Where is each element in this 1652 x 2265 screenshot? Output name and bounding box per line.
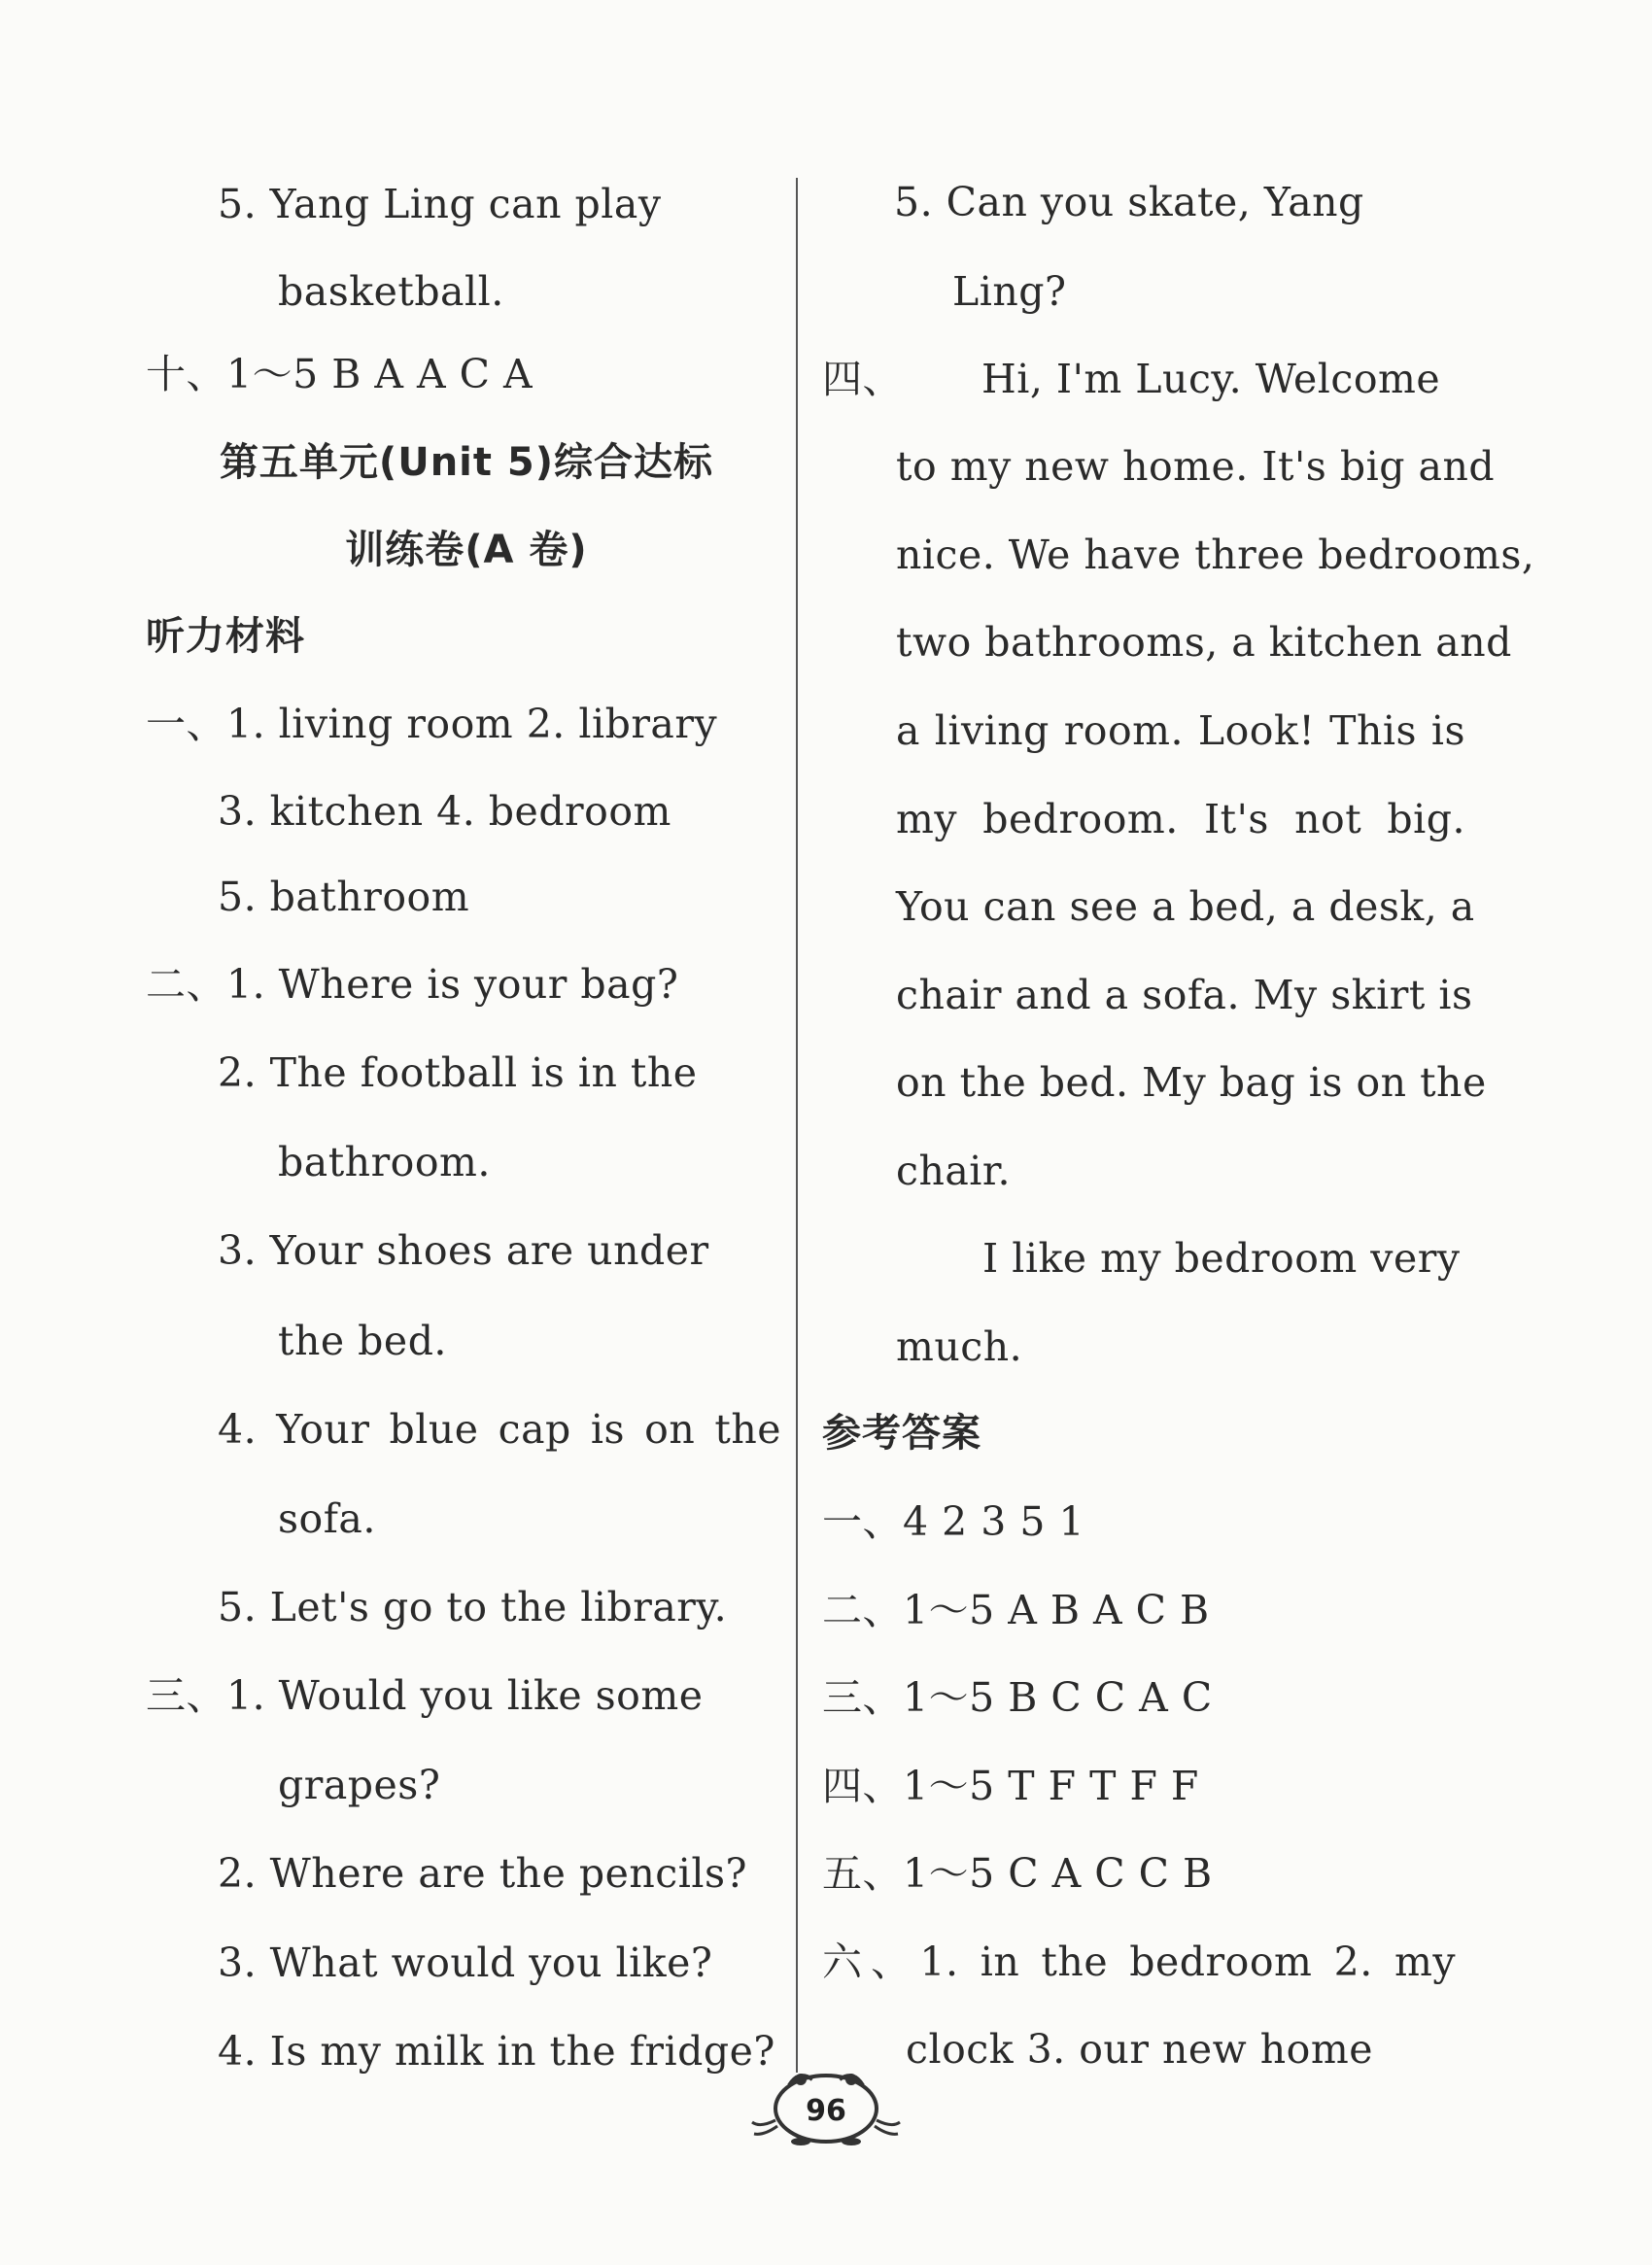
p4-line1: Hi, I'm Lucy. Welcome bbox=[981, 356, 1441, 402]
p2-item5: 5. Let's go to the library. bbox=[218, 1584, 728, 1630]
p2-item3-line2: the bed. bbox=[278, 1318, 447, 1364]
answer-6-line1: 六、1. in the bedroom 2. my bbox=[822, 1939, 1456, 1985]
p4-line4: two bathrooms, a kitchen and bbox=[896, 619, 1512, 666]
listening-heading: 听力材料 bbox=[146, 614, 305, 659]
p2-item2-line1: 2. The football is in the bbox=[218, 1049, 698, 1096]
p4-line5: a living room. Look! This is bbox=[896, 707, 1465, 754]
p4-line2: to my new home. It's big and bbox=[896, 443, 1496, 490]
u4-item5-line2: basketball. bbox=[278, 268, 504, 315]
p2-item4-line1: 4. Your blue cap is on the bbox=[218, 1406, 781, 1453]
p4-line8: chair and a sofa. My skirt is bbox=[896, 972, 1473, 1018]
p4-line11: I like my bedroom very bbox=[982, 1235, 1461, 1282]
answer-2: 二、1～5 A B A C B bbox=[822, 1587, 1210, 1633]
p2-item4-line2: sofa. bbox=[278, 1495, 376, 1542]
page-badge-icon bbox=[739, 2060, 913, 2147]
p2-item2-line2: bathroom. bbox=[278, 1139, 491, 1185]
p3-item2: 2. Where are the pencils? bbox=[218, 1850, 747, 1897]
unit5-title-line2: 训练卷(A 卷) bbox=[345, 528, 588, 572]
p4-line12: much. bbox=[896, 1323, 1023, 1370]
page-number-text: 96 bbox=[806, 2094, 846, 2128]
column-divider bbox=[796, 178, 798, 2073]
answers-heading: 参考答案 bbox=[822, 1411, 981, 1456]
p3-item1-line2: grapes? bbox=[278, 1762, 441, 1808]
p4-line10: chair. bbox=[896, 1148, 1012, 1194]
page-number-badge bbox=[739, 2060, 913, 2147]
answer-4: 四、1～5 T F T F F bbox=[822, 1763, 1199, 1809]
p4-line3: nice. We have three bedrooms, bbox=[896, 532, 1535, 578]
p3-item1-line1: 三、1. Would you like some bbox=[146, 1672, 704, 1719]
u4-item5-line1: 5. Yang Ling can play bbox=[218, 181, 662, 227]
p3-item5-line2: Ling? bbox=[952, 268, 1067, 315]
p1-line3: 5. bathroom bbox=[218, 874, 470, 920]
p3-item3: 3. What would you like? bbox=[218, 1939, 713, 1986]
p1-line2: 3. kitchen 4. bedroom bbox=[218, 788, 671, 835]
p4-line9: on the bed. My bag is on the bbox=[896, 1059, 1487, 1106]
unit5-title-line1: 第五单元(Unit 5)综合达标 bbox=[219, 440, 714, 485]
p2-item1: 二、1. Where is your bag? bbox=[146, 961, 679, 1008]
p1-line1: 一、1. living room 2. library bbox=[146, 701, 718, 747]
p2-item3-line1: 3. Your shoes are under bbox=[218, 1227, 709, 1274]
p3-item5-line1: 5. Can you skate, Yang bbox=[894, 179, 1364, 225]
p4-line7: You can see a bed, a desk, a bbox=[896, 883, 1475, 930]
answer-6-line2: clock 3. our new home bbox=[906, 2026, 1373, 2073]
answer-3: 三、1～5 B C C A C bbox=[822, 1674, 1213, 1721]
p4-label: 四、 bbox=[822, 356, 903, 402]
p4-line6: my bedroom. It's not big. bbox=[896, 796, 1465, 842]
answer-5: 五、1～5 C A C C B bbox=[822, 1850, 1213, 1897]
answer-1: 一、4 2 3 5 1 bbox=[822, 1498, 1085, 1545]
u4-section10-answers: 十、1～5 B A A C A bbox=[146, 351, 533, 397]
p3-item4: 4. Is my milk in the fridge? bbox=[218, 2028, 775, 2075]
